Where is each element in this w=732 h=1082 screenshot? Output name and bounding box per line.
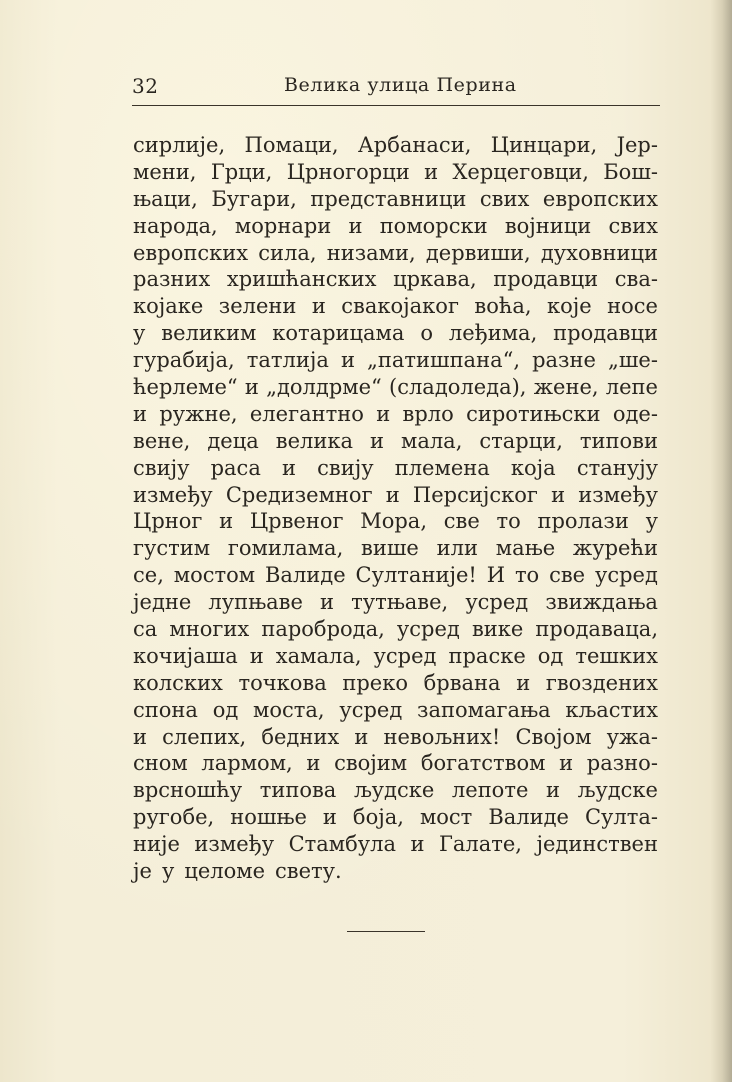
text-line <box>133 804 658 831</box>
word: разно- <box>586 751 658 776</box>
word: гомилама, <box>227 536 344 561</box>
word: духовници <box>540 240 658 265</box>
word: војници <box>504 213 592 238</box>
word: сила, <box>258 240 317 265</box>
text-line <box>133 697 658 724</box>
word: велика <box>275 428 353 453</box>
word: и <box>320 590 335 615</box>
word: људске <box>577 778 658 803</box>
word: тутњаве, <box>351 590 449 615</box>
header-rule <box>132 105 660 106</box>
word: продавци <box>553 321 658 346</box>
word: свету. <box>275 859 342 884</box>
word: и <box>369 428 384 453</box>
text-line <box>133 293 658 320</box>
word: Султа- <box>584 805 658 830</box>
word: запомагања <box>417 697 551 722</box>
word: кљастих <box>565 697 658 722</box>
word: Јер- <box>616 133 658 157</box>
word: Средиземног <box>225 482 373 507</box>
word: и <box>546 778 561 803</box>
word: Мора, <box>360 509 428 534</box>
word: вене, <box>133 428 191 453</box>
word: ругобе, <box>133 805 215 830</box>
word: Бош- <box>603 159 658 184</box>
word: свију <box>133 455 190 480</box>
text-line <box>133 535 658 562</box>
word: европских <box>542 186 658 211</box>
text-line <box>133 374 658 401</box>
word: усред <box>339 697 403 722</box>
word: носе <box>607 294 658 319</box>
word: сиротињски <box>466 401 601 426</box>
word: разних <box>133 267 211 292</box>
word: и <box>376 401 391 426</box>
word: ружне, <box>159 401 238 426</box>
word: све <box>443 509 480 534</box>
word: типови <box>579 428 658 453</box>
text-line <box>133 858 658 885</box>
word: „долдрме“ <box>266 375 382 400</box>
word: мост <box>419 805 473 830</box>
word: у <box>161 859 175 884</box>
word: којаке <box>133 294 204 319</box>
word: поморски <box>379 213 488 238</box>
text-line <box>133 132 658 159</box>
word: целоме <box>184 859 265 884</box>
word: брвана <box>423 670 501 695</box>
word: воћа, <box>474 294 532 319</box>
text-line <box>133 401 658 428</box>
text-line <box>133 831 658 858</box>
word: станују <box>576 455 658 480</box>
word: свију <box>317 455 374 480</box>
word: многих <box>169 617 250 642</box>
word: које <box>547 294 592 319</box>
word: Арбанаси, <box>357 133 472 157</box>
word: о <box>420 321 433 346</box>
word: бедних <box>261 724 340 749</box>
text-line <box>133 589 658 616</box>
word: богатством <box>420 751 546 776</box>
word: између <box>578 482 658 507</box>
word: оде- <box>612 401 658 426</box>
word: цркава, <box>393 267 477 292</box>
word: усред <box>465 590 529 615</box>
word: густим <box>133 536 211 561</box>
word: и <box>551 482 566 507</box>
word: пролази <box>537 509 629 534</box>
word: котарицама <box>272 321 405 346</box>
word: и <box>322 805 337 830</box>
word: и <box>311 294 326 319</box>
word: татлија <box>246 348 329 373</box>
text-line <box>133 562 658 589</box>
word: се, <box>133 563 164 588</box>
word: разне <box>532 348 596 373</box>
text-line <box>133 266 658 293</box>
word: елегантно <box>249 401 364 426</box>
word: тешких <box>575 643 658 668</box>
word: својим <box>334 751 408 776</box>
text-line <box>133 724 658 751</box>
body-text <box>133 132 658 885</box>
word: ужа- <box>606 724 658 749</box>
word: лепе <box>605 375 658 400</box>
text-line <box>133 213 658 240</box>
word: точкова <box>238 670 327 695</box>
word: усред <box>373 643 437 668</box>
word: није <box>133 832 180 857</box>
word: врсношћу <box>133 778 243 803</box>
word: журећи <box>572 536 658 561</box>
word: хришћанских <box>226 267 377 292</box>
page-spine-shadow <box>710 0 732 1082</box>
word: и <box>340 348 355 373</box>
word: мање <box>495 536 556 561</box>
word: од <box>537 643 564 668</box>
word: и <box>249 643 264 668</box>
text-line <box>133 670 658 697</box>
word: и <box>281 455 296 480</box>
word: Бугари, <box>211 186 297 211</box>
word: то <box>514 563 540 588</box>
page-header <box>132 72 660 102</box>
word: јединствен <box>536 832 658 857</box>
word: Галате, <box>438 832 522 857</box>
word: раса <box>210 455 261 480</box>
word: људске <box>353 778 435 803</box>
word: старци, <box>479 428 563 453</box>
word: и <box>424 159 439 184</box>
word: народа, <box>133 213 218 238</box>
word: продаваца, <box>535 617 658 642</box>
word: све <box>549 563 586 588</box>
word: Валиде <box>265 563 346 588</box>
page-number: 32 <box>132 74 159 98</box>
word: ношње <box>230 805 307 830</box>
word: и <box>244 375 259 400</box>
word: И <box>486 563 506 588</box>
text-line <box>133 750 658 777</box>
text-line <box>133 186 658 213</box>
text-line <box>133 777 658 804</box>
word: спона <box>133 697 198 722</box>
word: једне <box>133 590 192 615</box>
word: од <box>212 697 239 722</box>
word: сва- <box>614 267 658 292</box>
word: и <box>133 724 147 749</box>
word: жене, <box>533 375 599 400</box>
word: продавци <box>493 267 599 292</box>
word: сном <box>133 751 188 776</box>
text-line <box>133 616 658 643</box>
word: и <box>133 401 147 426</box>
word: великим <box>161 321 257 346</box>
text-line <box>133 159 658 186</box>
word: Валиде <box>488 805 569 830</box>
word: колских <box>133 670 223 695</box>
word: и <box>385 482 400 507</box>
text-line <box>133 643 658 670</box>
word: боја, <box>352 805 404 830</box>
word: и <box>306 751 321 776</box>
word: Црног <box>133 509 203 534</box>
word: дервиши, <box>425 240 531 265</box>
word: је <box>133 859 152 884</box>
word: вике <box>471 617 524 642</box>
word: Помаци, <box>244 133 339 157</box>
word: Персијског <box>412 482 538 507</box>
end-rule <box>347 931 425 932</box>
word: лупњаве <box>208 590 303 615</box>
word: зелени <box>218 294 297 319</box>
text-line <box>133 428 658 455</box>
word: гурабија, <box>133 348 235 373</box>
word: или <box>436 536 478 561</box>
word: и <box>348 213 363 238</box>
text-line <box>133 455 658 482</box>
word: моста, <box>253 697 325 722</box>
word: Црвеног <box>249 509 344 534</box>
word: леђима, <box>448 321 538 346</box>
word: свакојаког <box>341 294 459 319</box>
word: пароброда, <box>261 617 385 642</box>
word: (сладоледа), <box>389 375 527 400</box>
word: невољних! <box>383 724 501 749</box>
word: Херцеговци, <box>452 159 589 184</box>
word: Својом <box>515 724 592 749</box>
word: свих <box>608 213 658 238</box>
word: мостом <box>173 563 256 588</box>
word: са <box>133 617 158 642</box>
word: и <box>559 751 574 776</box>
word: сирлије, <box>133 133 226 157</box>
word: усред <box>396 617 460 642</box>
word: усред <box>595 563 658 588</box>
word: гвоздених <box>545 670 658 695</box>
word: племена <box>394 455 490 480</box>
word: у <box>645 509 658 534</box>
word: Цинцари, <box>490 133 598 157</box>
word: између <box>133 482 213 507</box>
word: лепоте <box>451 778 529 803</box>
word: мала, <box>400 428 463 453</box>
word: свих <box>479 186 530 211</box>
word: и <box>354 724 369 749</box>
text-line <box>133 347 658 374</box>
word: у <box>133 321 146 346</box>
word: представници <box>310 186 467 211</box>
word: и <box>516 670 531 695</box>
word: праске <box>448 643 526 668</box>
word: између <box>194 832 275 857</box>
word: низами, <box>326 240 416 265</box>
word: то <box>496 509 521 534</box>
word: Грци, <box>210 159 273 184</box>
running-head: Велика улица Перина <box>284 74 517 96</box>
word: слепих, <box>162 724 247 749</box>
word: „патишпана“, <box>367 348 521 373</box>
word: њаци, <box>133 186 198 211</box>
word: врло <box>402 401 454 426</box>
word: Султаније! <box>355 563 477 588</box>
text-line <box>133 508 658 535</box>
word: више <box>361 536 419 561</box>
word: морнари <box>234 213 332 238</box>
text-line <box>133 320 658 347</box>
word: ћерлеме“ <box>133 375 238 400</box>
word: кочијаша <box>133 643 238 668</box>
word: звиждања <box>545 590 658 615</box>
word: лармом, <box>201 751 293 776</box>
word: европских <box>133 240 249 265</box>
text-line <box>133 482 658 509</box>
word: и <box>410 832 425 857</box>
text-line <box>133 240 658 267</box>
word: хамала, <box>275 643 362 668</box>
word: „ше- <box>608 348 658 373</box>
word: и <box>219 509 234 534</box>
word: Стамбула <box>288 832 396 857</box>
word: деца <box>207 428 259 453</box>
word: Црногорци <box>286 159 410 184</box>
word: мени, <box>133 159 197 184</box>
word: типова <box>259 778 337 803</box>
word: преко <box>342 670 408 695</box>
word: која <box>510 455 556 480</box>
